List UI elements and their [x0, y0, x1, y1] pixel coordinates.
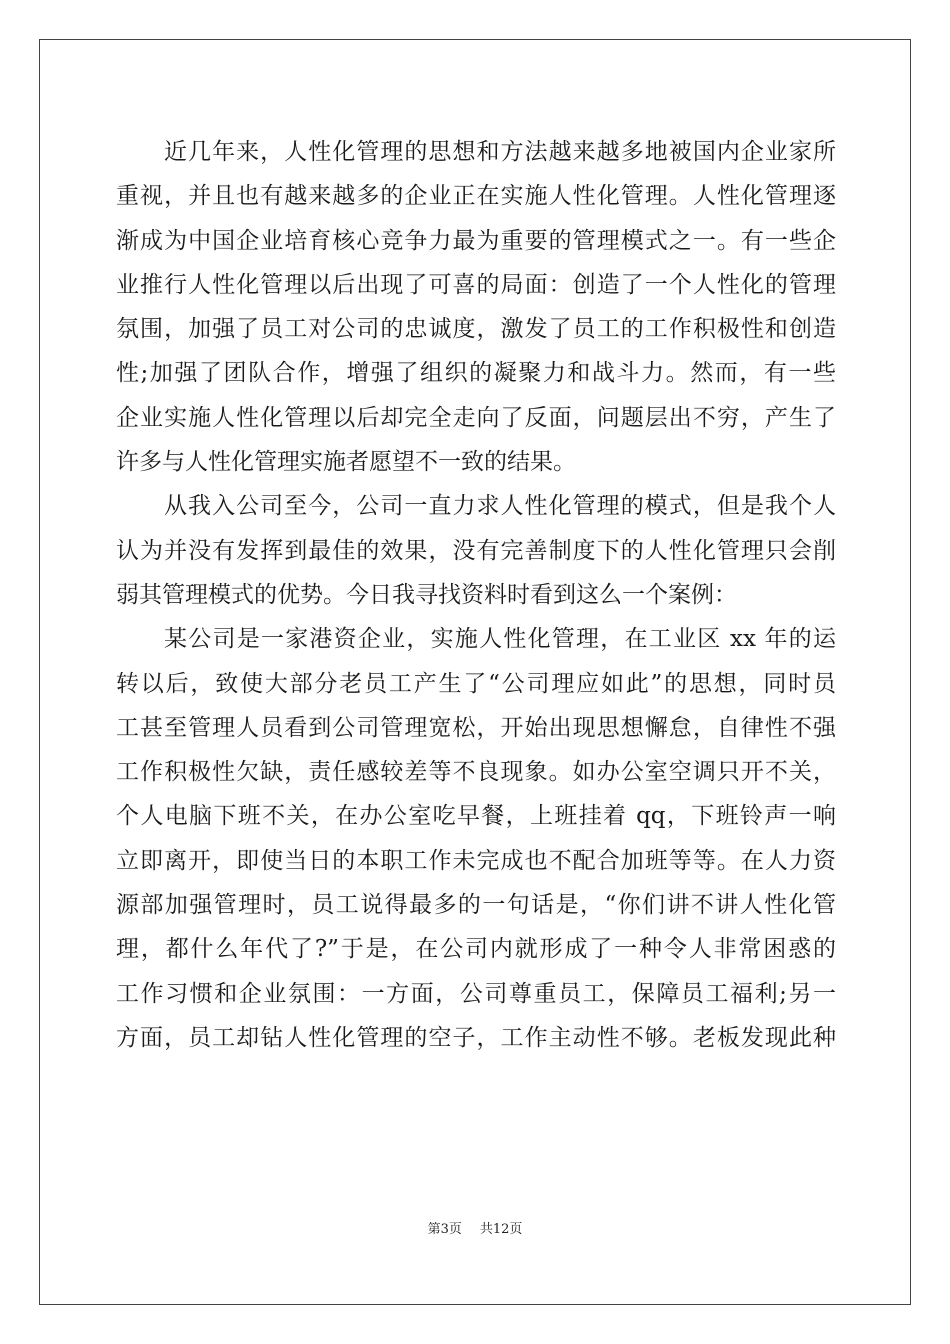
current-page-number: 第3页 [427, 1222, 462, 1237]
total-page-count: 共12页 [479, 1222, 523, 1237]
text-line: 理，都什么年代了?”于是，在公司内就形成了一种令人非常困惑的 [116, 936, 836, 963]
text-line: 业推行人性化管理以后出现了可喜的局面：创造了一个人性化的管理 [116, 271, 836, 298]
text-line: 个人电脑下班不关，在办公室吃早餐，上班挂着 qq，下班铃声一响 [116, 803, 836, 830]
text-line: 近几年来，人性化管理的思想和方法越来越多地被国内企业家所 [164, 139, 836, 165]
text-line: 工甚至管理人员看到公司管理宽松，开始出现思想懈怠，自律性不强 [116, 714, 836, 741]
text-line: 转以后，致使大部分老员工产生了“公司理应如此”的思想，同时员 [116, 670, 836, 697]
text-line: 源部加强管理时，员工说得最多的一句话是，“你们讲不讲人性化管 [116, 892, 836, 919]
text-line: 认为并没有发挥到最佳的效果，没有完善制度下的人性化管理只会削 [116, 537, 836, 564]
text-line: 渐成为中国企业培育核心竞争力最为重要的管理模式之一。有一些企 [116, 227, 836, 254]
document-body [116, 130, 836, 1060]
text-line: 工作积极性欠缺，责任感较差等不良现象。如办公室空调只开不关， [116, 759, 836, 786]
page-footer [0, 1218, 950, 1237]
text-line: 从我入公司至今，公司一直力求人性化管理的模式，但是我个人 [164, 493, 836, 520]
text-line: 立即离开，即使当日的本职工作未完成也不配合加班等等。在人力资 [116, 847, 836, 874]
text-line: 弱其管理模式的优势。今日我寻找资料时看到这么一个案例： [116, 581, 737, 608]
text-line: 某公司是一家港资企业，实施人性化管理，在工业区 xx 年的运 [164, 626, 836, 653]
text-line: 重视，并且也有越来越多的企业正在实施人性化管理。人性化管理逐 [116, 183, 836, 210]
text-line: 企业实施人性化管理以后却完全走向了反面，问题层出不穷，产生了 [116, 404, 836, 431]
text-line: 性;加强了团队合作，增强了组织的凝聚力和战斗力。然而，有一些 [116, 360, 836, 387]
text-line: 方面，员工却钻人性化管理的空子，工作主动性不够。老板发现此种 [116, 1024, 836, 1051]
text-line: 氛围，加强了员工对公司的忠诚度，激发了员工的工作积极性和创造 [116, 316, 836, 343]
text-line: 许多与人性化管理实施者愿望不一致的结果。 [116, 449, 576, 476]
text-line: 工作习惯和企业氛围：一方面，公司尊重员工，保障员工福利;另一 [116, 980, 836, 1007]
